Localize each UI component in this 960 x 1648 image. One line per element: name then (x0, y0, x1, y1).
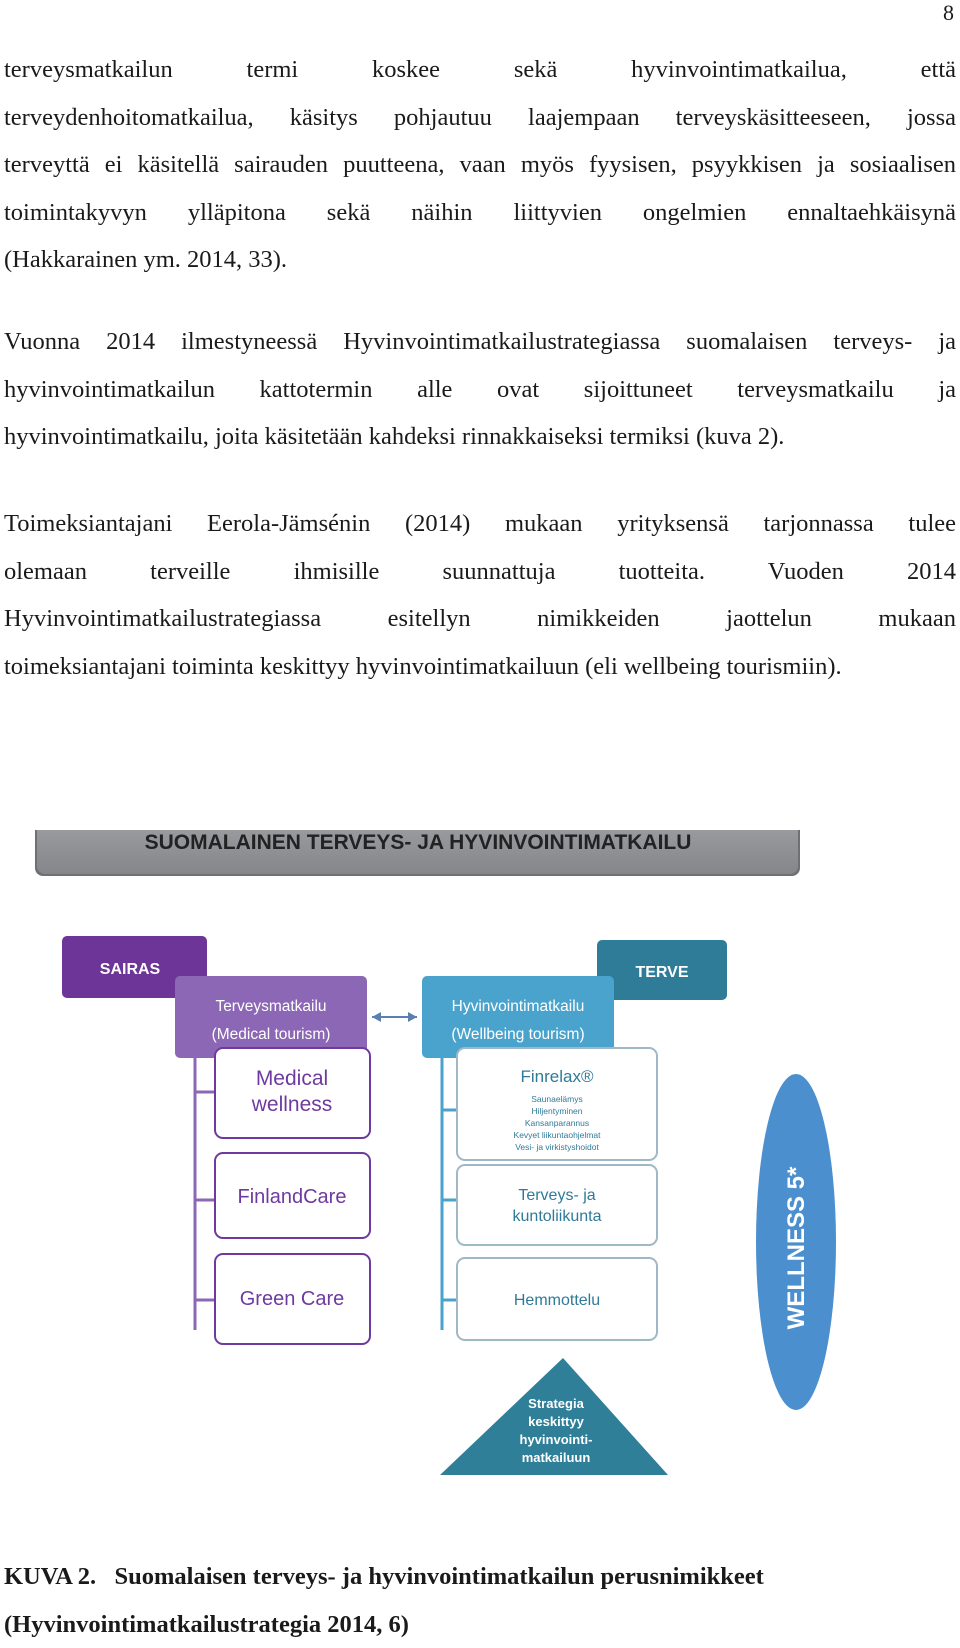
paragraph-1 (4, 46, 956, 284)
wellbeing-tourism-subtitle: (Wellbeing tourism) (451, 1026, 584, 1043)
strategy-line: matkailuun (522, 1450, 591, 1465)
text-line: (Hakkarainen ym. 2014, 33). (4, 236, 956, 284)
text-line: terveydenhoitomatkailua, käsitys pohjautuu laajempaan terveyskäsitteeseen, jossa (4, 94, 956, 142)
text-line: Vuonna 2014 ilmestyneessä Hyvinvointimatkailustrategiassa suomalaisen terveys- ja (4, 318, 956, 366)
text-line: hyvinvointimatkailun kattotermin alle ovat sijoittuneet terveysmatkailu ja (4, 366, 956, 414)
terveys-kuntoliikunta-label-2: kuntoliikunta (513, 1208, 602, 1225)
finrelax-line: Vesi- ja virkistyshoidot (515, 1142, 599, 1152)
text-line: Toimeksiantajani Eerola-Jämsénin (2014) mukaan yrityksensä tarjonnassa tulee (4, 500, 956, 548)
finrelax-line: Hiljentyminen (531, 1106, 582, 1116)
text-line: Hyvinvointimatkailustrategiassa esitellyn nimikkeiden jaottelun mukaan (4, 595, 956, 643)
text-line: toimintakyvyn ylläpitona sekä näihin liittyvien ongelmien ennaltaehkäisynä (4, 189, 956, 237)
page-number: 8 (943, 0, 954, 26)
medical-tourism-title: Terveysmatkailu (215, 998, 326, 1015)
wellness-5-star-label: WELLNESS 5* (783, 1166, 810, 1329)
text-line: terveysmatkailun termi koskee sekä hyvinvointimatkailua, että (4, 46, 956, 94)
finrelax-title: Finrelax® (521, 1067, 594, 1086)
arrow-left-icon (372, 1012, 381, 1022)
caption-line: KUVA 2. Suomalaisen terveys- ja hyvinvointimatkailun perusnimikkeet (4, 1553, 944, 1601)
medical-tourism-subtitle: (Medical tourism) (212, 1026, 331, 1043)
terve-label: TERVE (635, 964, 688, 981)
hemmottelu-label: Hemmottelu (514, 1292, 600, 1309)
tourism-diagram (0, 830, 960, 1530)
sairas-label: SAIRAS (100, 961, 161, 978)
paragraph-3 (4, 500, 956, 690)
wellbeing-tourism-box (422, 976, 614, 1058)
strategy-line: Strategia (528, 1396, 584, 1411)
medical-tourism-box (175, 976, 367, 1058)
terveys-kuntoliikunta-label-1: Terveys- ja (518, 1187, 595, 1204)
finrelax-line: Saunaelämys (531, 1094, 583, 1104)
finlandcare-label: FinlandCare (238, 1186, 347, 1208)
medical-wellness-label-2: wellness (251, 1093, 333, 1116)
text-line: olemaan terveille ihmisille suunnattuja tuotteita. Vuoden 2014 (4, 548, 956, 596)
terveys-kuntoliikunta-box (457, 1165, 657, 1245)
text-line: terveyttä ei käsitellä sairauden puutteena, vaan myös fyysisen, psyykkisen ja sosiaalisen (4, 141, 956, 189)
medical-wellness-label-1: Medical (256, 1067, 328, 1090)
text-line: hyvinvointimatkailu, joita käsitetään kahdeksi rinnakkaiseksi termiksi (kuva 2). (4, 413, 956, 461)
finrelax-line: Kansanparannus (525, 1118, 589, 1128)
banner-title: SUOMALAINEN TERVEYS- JA HYVINVOINTIMATKAILU (145, 831, 692, 854)
arrow-right-icon (408, 1012, 417, 1022)
paragraph-2 (4, 318, 956, 461)
finrelax-line: Kevyet liikuntaohjelmat (514, 1130, 602, 1140)
strategy-line: hyvinvointi- (520, 1432, 593, 1447)
figure-caption (4, 1553, 944, 1648)
green-care-label: Green Care (240, 1288, 345, 1310)
caption-line: (Hyvinvointimatkailustrategia 2014, 6) (4, 1601, 944, 1648)
strategy-line: keskittyy (528, 1414, 584, 1429)
text-line: toimeksiantajani toiminta keskittyy hyvinvointimatkailuun (eli wellbeing tourismiin). (4, 643, 956, 691)
wellbeing-tourism-title: Hyvinvointimatkailu (452, 998, 585, 1015)
